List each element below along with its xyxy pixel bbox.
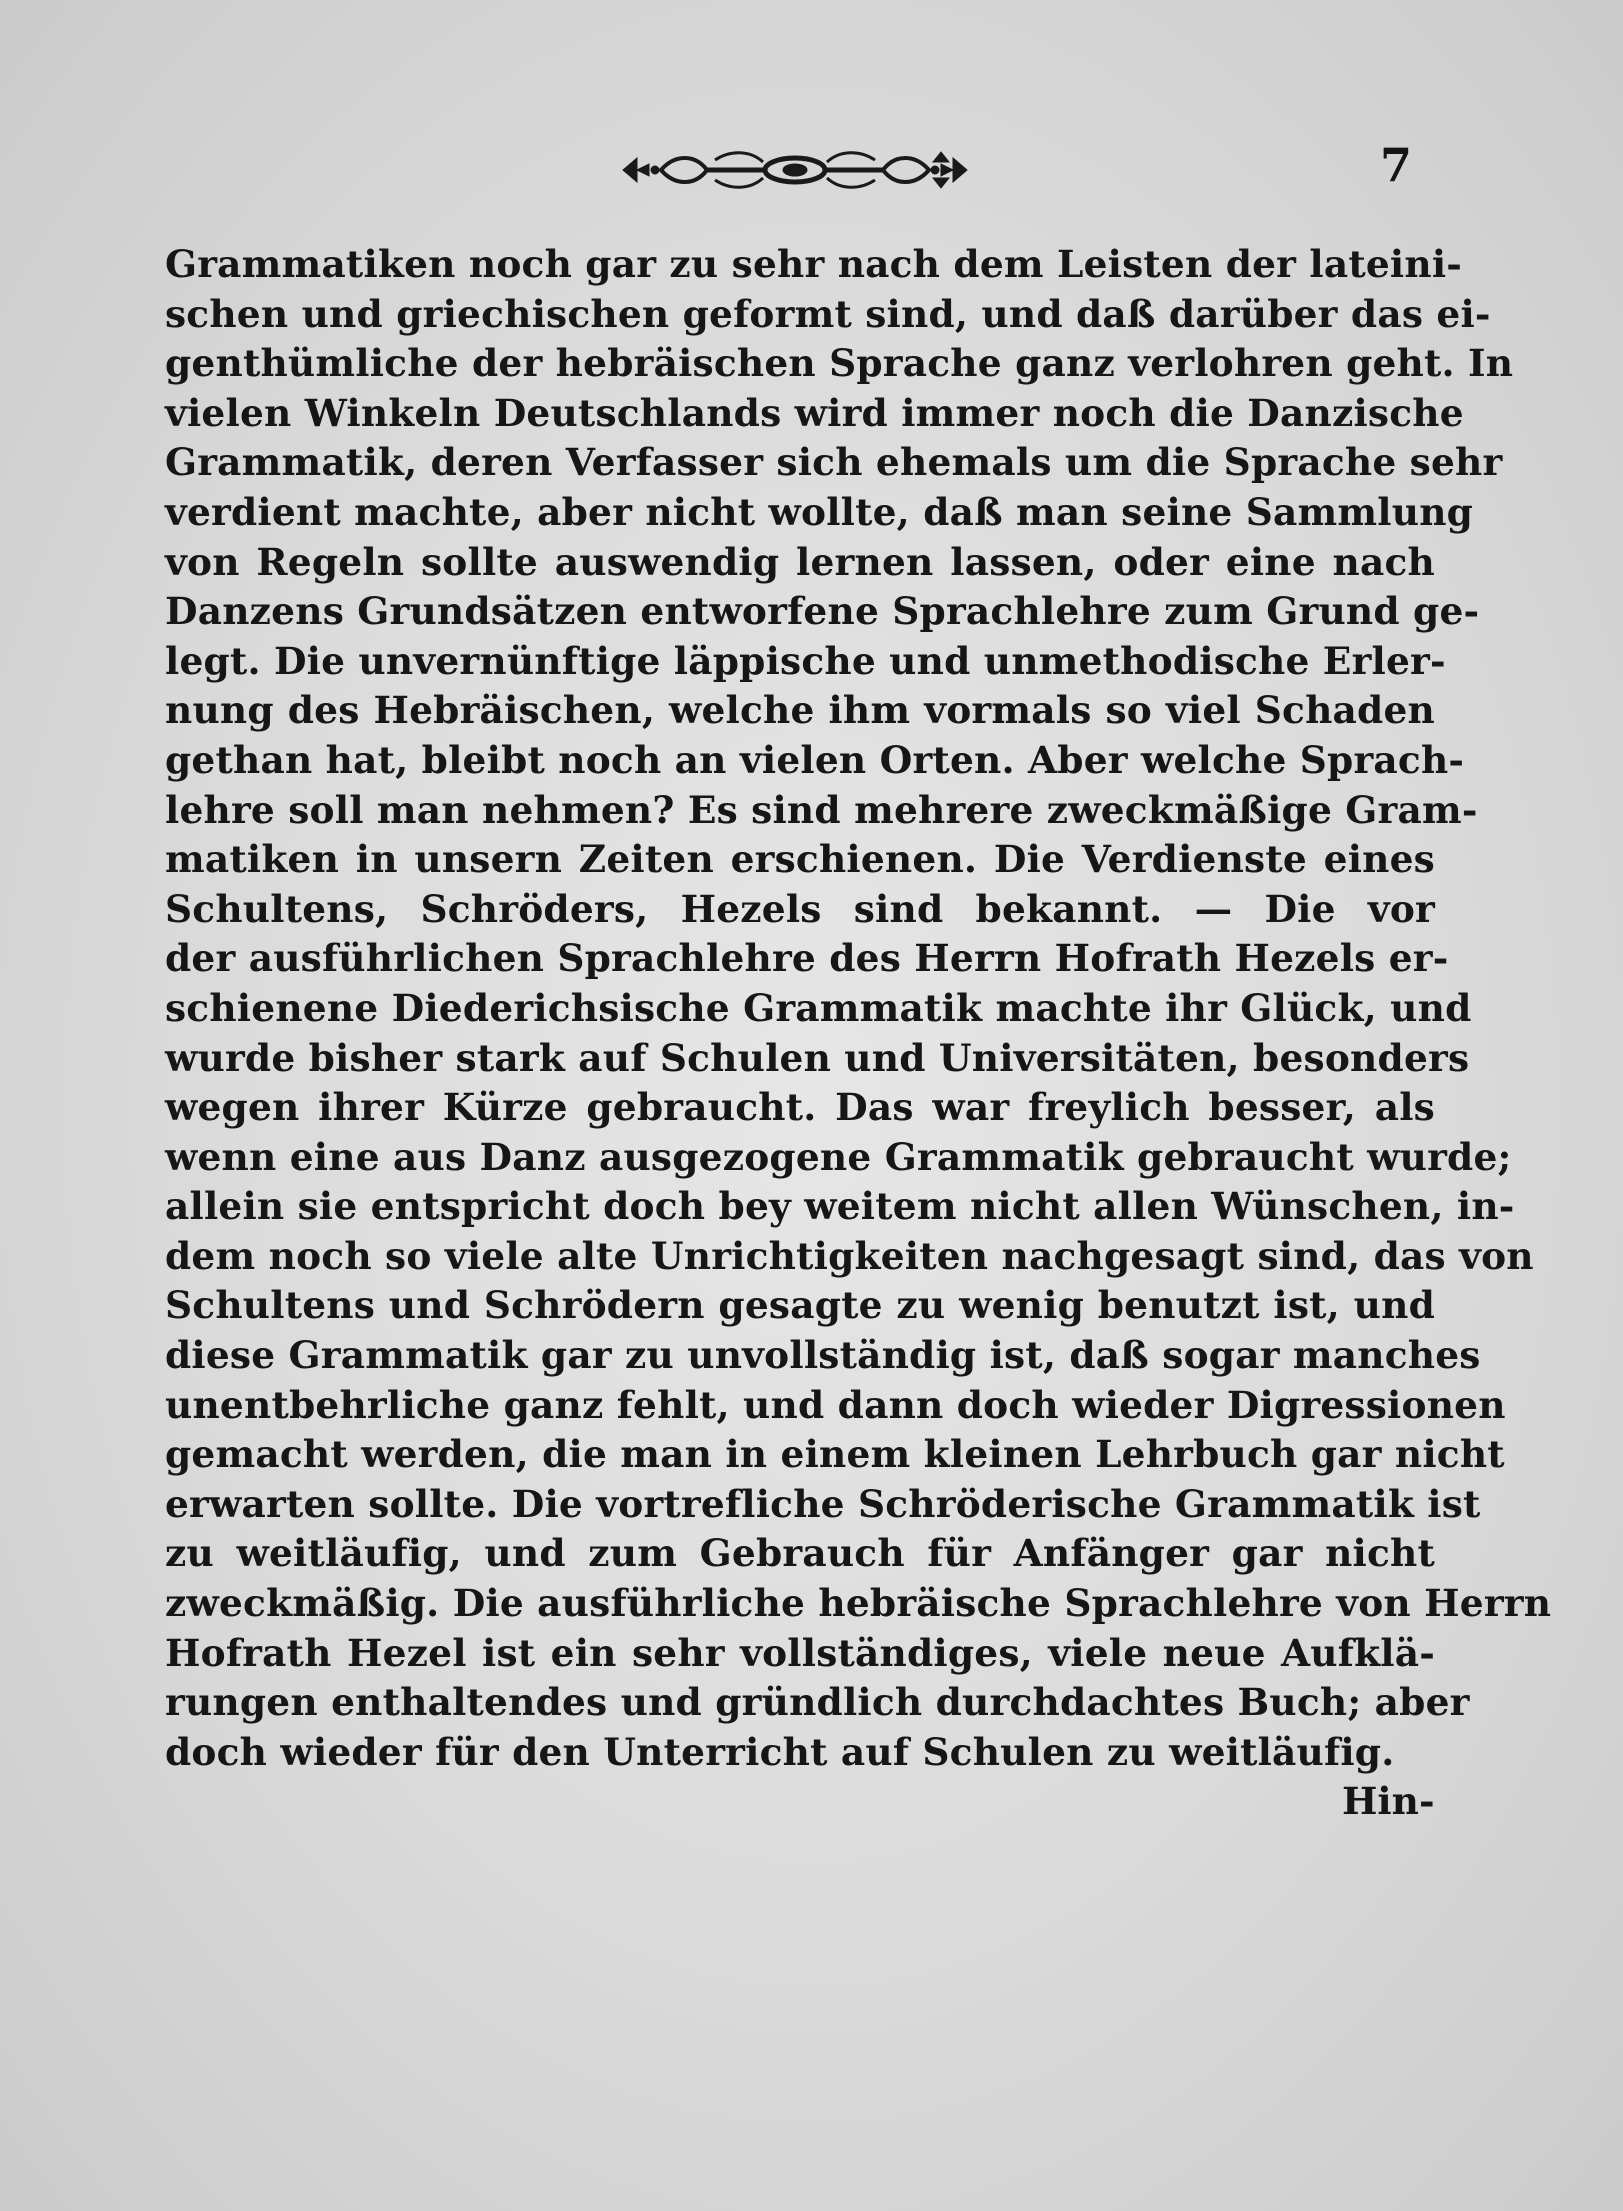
text-line: legt. Die unvernünftige läppische und unmethodische Erler-	[165, 638, 1446, 683]
text-line: Schultens, Schröders, Hezels sind bekannt. — Die vor	[165, 886, 1435, 931]
text-line: vielen Winkeln Deutschlands wird immer noch die Danzische	[165, 390, 1464, 435]
text-line: dem noch so viele alte Unrichtigkeiten nachgesagt sind, das von	[165, 1233, 1534, 1278]
text-line: der ausführlichen Sprachlehre des Herrn Hofrath Hezels er-	[165, 936, 1449, 981]
text-line: matiken in unsern Zeiten erschienen. Die Verdienste eines	[165, 837, 1435, 882]
page-number: 7	[1380, 138, 1413, 192]
ornamental-fleuron-icon	[615, 140, 975, 200]
text-line: zweckmäßig. Die ausführliche hebräische Sprachlehre von Herrn	[165, 1581, 1552, 1626]
text-line: gemacht werden, die man in einem kleinen Lehrbuch gar nicht	[165, 1432, 1505, 1477]
text-line: Grammatik, deren Verfasser sich ehemals um die Sprache sehr	[165, 440, 1503, 485]
text-line: wurde bisher stark auf Schulen und Universitäten, besonders	[165, 1035, 1470, 1080]
text-line: wenn eine aus Danz ausgezogene Grammatik gebraucht wurde;	[165, 1134, 1512, 1179]
text-line: zu weitläufig, und zum Gebrauch für Anfänger gar nicht	[165, 1531, 1435, 1576]
text-line: Grammatiken noch gar zu sehr nach dem Leisten der lateini-	[165, 242, 1463, 286]
text-line: nung des Hebräischen, welche ihm vormals so viel Schaden	[165, 688, 1435, 733]
text-line: Schultens und Schrödern gesagte zu wenig benutzt ist, und	[165, 1283, 1435, 1328]
text-line: erwarten sollte. Die vortrefliche Schröderische Grammatik ist	[165, 1481, 1481, 1526]
text-line: Hofrath Hezel ist ein sehr vollständiges, viele neue Aufklä-	[165, 1630, 1435, 1675]
text-line: schienene Diederichsische Grammatik machte ihr Glück, und	[165, 985, 1472, 1030]
text-line: genthümliche der hebräischen Sprache ganz verlohren geht. In	[165, 341, 1514, 386]
text-line: verdient machte, aber nicht wollte, daß man seine Sammlung	[165, 489, 1474, 534]
text-line: wegen ihrer Kürze gebraucht. Das war freylich besser, als	[165, 1085, 1435, 1130]
page-header	[0, 130, 1623, 210]
text-line: doch wieder für den Unterricht auf Schulen zu weitläufig.	[165, 1729, 1395, 1774]
text-line: unentbehrliche ganz fehlt, und dann doch wieder Digressionen	[165, 1382, 1506, 1427]
text-line: allein sie entspricht doch bey weitem nicht allen Wünschen, in-	[165, 1184, 1515, 1229]
body-text	[165, 240, 1552, 1777]
text-line: gethan hat, bleibt noch an vielen Orten. Aber welche Sprach-	[165, 737, 1465, 782]
text-line: lehre soll man nehmen? Es sind mehrere zweckmäßige Gram-	[165, 787, 1478, 832]
catchword: Hin-	[1342, 1779, 1435, 1823]
text-line: diese Grammatik gar zu unvollständig ist, daß sogar manches	[165, 1333, 1481, 1378]
text-line: schen und griechischen geformt sind, und daß darüber das ei-	[165, 291, 1491, 336]
text-line: Danzens Grundsätzen entworfene Sprachlehre zum Grund ge-	[165, 589, 1480, 634]
text-line: rungen enthaltendes und gründlich durchdachtes Buch; aber	[165, 1680, 1470, 1725]
text-line: von Regeln sollte auswendig lernen lassen, oder eine nach	[165, 539, 1435, 584]
